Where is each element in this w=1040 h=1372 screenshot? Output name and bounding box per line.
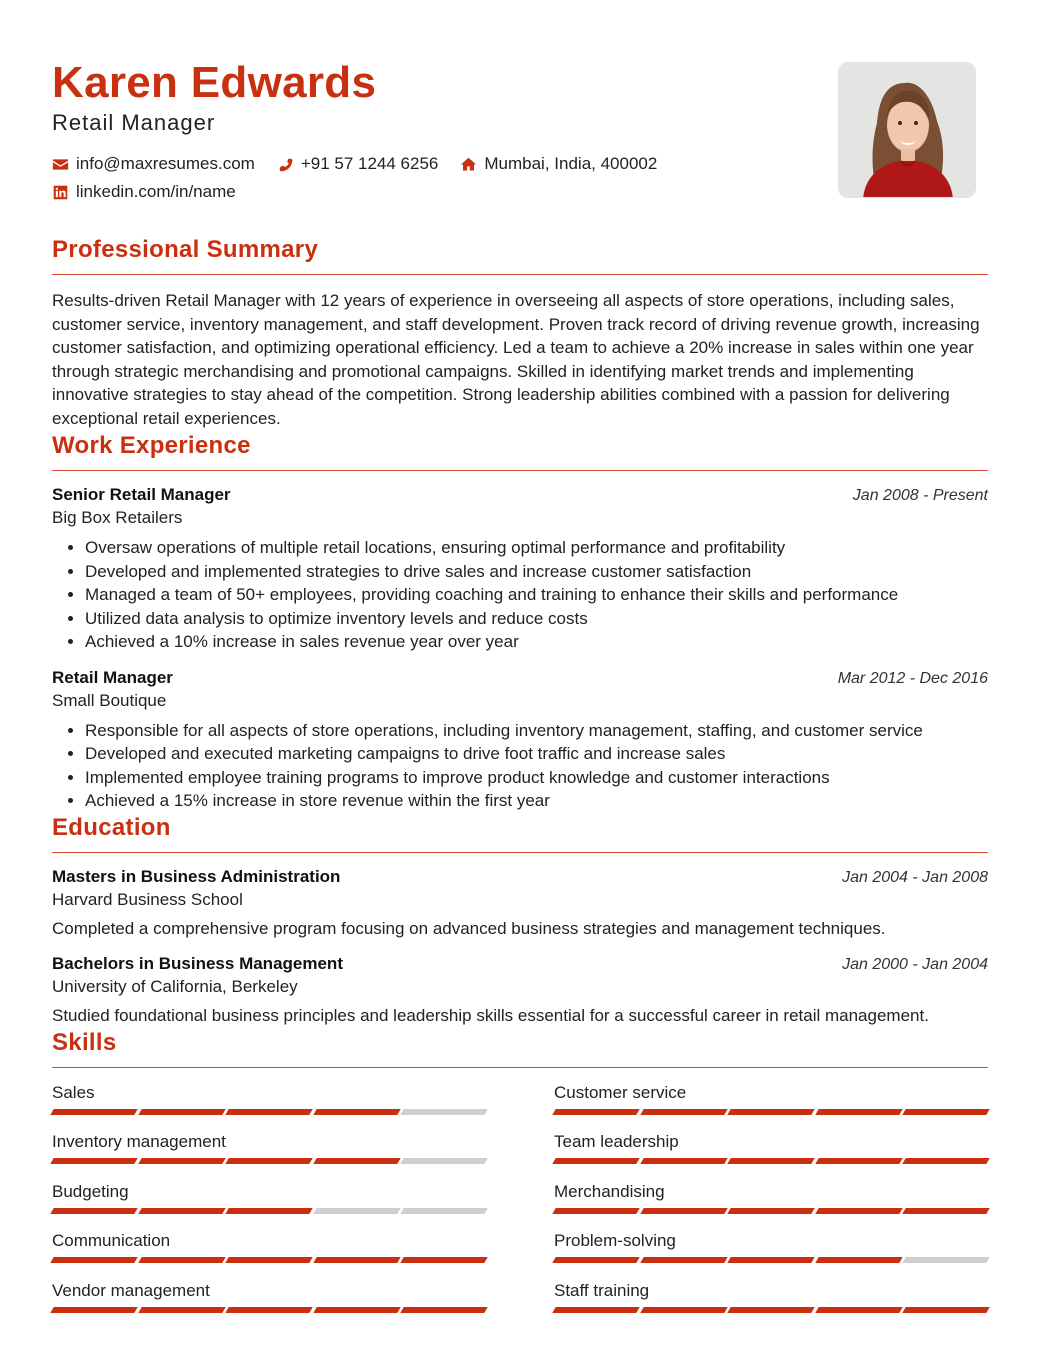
job-bullet: • Developed and implemented strategies to drive sales and increase customer satisfaction (85, 560, 988, 584)
contact-linkedin[interactable] (52, 182, 236, 202)
skill-item (52, 1082, 486, 1132)
skill-level-bar (52, 1109, 486, 1115)
skill-name: Vendor management (52, 1280, 210, 1300)
skill-level-segment (640, 1257, 727, 1263)
contact-email[interactable] (52, 154, 255, 174)
degree-title: Masters in Business Administration (52, 866, 341, 886)
linkedin-icon (52, 184, 69, 201)
skill-level-bar (52, 1158, 486, 1164)
job-bullet: • Oversaw operations of multiple retail locations, ensuring optimal performance and profitability (85, 536, 988, 560)
skill-name: Budgeting (52, 1181, 129, 1201)
skill-level-segment (727, 1208, 814, 1214)
skill-level-segment (815, 1158, 902, 1164)
skill-name: Team leadership (554, 1132, 679, 1152)
profile-photo (838, 62, 976, 198)
education-entry (52, 867, 988, 941)
skill-level-segment (727, 1158, 814, 1164)
skill-level-segment (727, 1109, 814, 1115)
skill-level-bar (52, 1208, 486, 1214)
job-company: Big Box Retailers (52, 508, 183, 527)
job-bullet: • Utilized data analysis to optimize inventory levels and reduce costs (85, 607, 988, 631)
jobs-list (52, 485, 988, 813)
skill-name: Problem-solving (554, 1231, 676, 1251)
skill-level-segment (552, 1158, 639, 1164)
skill-item (554, 1230, 988, 1280)
job-title: Retail Manager (52, 667, 173, 687)
skill-level-segment (552, 1307, 639, 1313)
skill-level-segment (640, 1109, 727, 1115)
skills-grid (52, 1082, 988, 1330)
skill-level-bar (52, 1257, 486, 1263)
skill-level-segment (552, 1208, 639, 1214)
skill-level-segment (313, 1257, 400, 1263)
skill-level-segment (313, 1109, 400, 1115)
skill-item (554, 1131, 988, 1181)
skill-level-segment (401, 1158, 488, 1164)
job-bullets (52, 536, 988, 654)
experience-heading: Work Experience (52, 432, 251, 459)
skill-level-segment (225, 1158, 312, 1164)
skill-item (52, 1230, 486, 1280)
education-date: Jan 2004 - Jan 2008 (842, 868, 988, 886)
skill-level-segment (138, 1208, 225, 1214)
skill-level-segment (401, 1307, 488, 1313)
experience-section (52, 431, 988, 813)
skill-level-segment (313, 1158, 400, 1164)
job-bullet: • Achieved a 10% increase in sales revenue year over year (85, 630, 988, 654)
education-header (52, 867, 988, 887)
section-divider (52, 470, 988, 471)
contact-location (460, 154, 657, 174)
skill-level-segment (225, 1307, 312, 1313)
skill-level-segment (903, 1208, 990, 1214)
skill-item (554, 1181, 988, 1231)
skill-level-bar (554, 1307, 988, 1313)
skills-section (52, 1028, 988, 1330)
location-text: Mumbai, India, 400002 (484, 154, 658, 173)
education-entry (52, 954, 988, 1028)
job-company: Small Boutique (52, 690, 167, 710)
skill-level-segment (903, 1257, 990, 1263)
skill-level-segment (401, 1208, 488, 1214)
skill-level-segment (138, 1307, 225, 1313)
job-bullet: • Responsible for all aspects of store operations, including inventory management, staffing, and customer service (85, 719, 988, 743)
skill-level-bar (52, 1307, 486, 1313)
education-heading: Education (52, 813, 171, 841)
section-divider (52, 852, 988, 853)
skill-level-segment (401, 1257, 488, 1263)
education-section (52, 813, 988, 1028)
job-entry (52, 668, 988, 813)
skill-level-segment (815, 1307, 902, 1313)
skill-level-segment (903, 1158, 990, 1164)
skill-level-segment (815, 1109, 902, 1115)
skill-level-segment (903, 1109, 990, 1115)
skill-level-bar (554, 1257, 988, 1263)
skill-level-segment (552, 1109, 639, 1115)
job-title: Senior Retail Manager (52, 485, 231, 504)
summary-text: Results-driven Retail Manager with 12 years of experience in overseeing all aspects of store operations, including sales, customer service, inventory management, and staff development. Proven track record of driving revenue growth, increasing customer satisfaction, and optimizing operational efficiency. Led a team to achieve a 20% increase in sales within one year through strategic merchandising and promotional campaigns. Skilled in identifying market trends and implementing innovative strategies to stay ahead of the competition. Strong leadership abilities combined with a passion for delivering exceptional retail experiences. (52, 291, 980, 428)
skill-level-segment (50, 1307, 137, 1313)
section-divider (52, 1067, 988, 1068)
job-entry (52, 485, 988, 654)
skill-level-segment (815, 1257, 902, 1263)
skill-level-bar (554, 1208, 988, 1214)
contact-phone[interactable] (277, 154, 439, 174)
skill-level-segment (50, 1109, 137, 1115)
section-divider (52, 274, 988, 275)
phone-text: +91 57 1244 6256 (300, 154, 439, 173)
summary-section (52, 235, 988, 430)
skill-level-segment (552, 1257, 639, 1263)
skill-level-segment (138, 1257, 225, 1263)
job-bullets (52, 719, 988, 813)
skill-level-segment (313, 1307, 400, 1313)
school-name: University of California, Berkeley (52, 977, 298, 996)
skill-level-segment (50, 1208, 137, 1214)
skill-level-segment (903, 1307, 990, 1313)
skill-level-segment (640, 1158, 727, 1164)
envelope-icon (52, 156, 69, 173)
job-date: Mar 2012 - Dec 2016 (837, 669, 988, 687)
home-icon (460, 156, 477, 173)
education-description: Completed a comprehensive program focusing on advanced business strategies and management techniques. (52, 918, 886, 938)
skills-heading: Skills (52, 1028, 117, 1056)
education-date: Jan 2000 - Jan 2004 (842, 956, 988, 973)
job-date: Jan 2008 - Present (852, 487, 988, 504)
skill-level-segment (727, 1257, 814, 1263)
job-bullet: • Developed and executed marketing campaigns to drive foot traffic and increase sales (85, 742, 988, 766)
job-bullet: • Achieved a 15% increase in store revenue within the first year (85, 789, 988, 813)
skill-item (52, 1131, 486, 1181)
skill-level-segment (640, 1307, 727, 1313)
skill-level-segment (138, 1109, 225, 1115)
skill-level-segment (401, 1109, 488, 1115)
skill-item (554, 1082, 988, 1132)
education-list (52, 867, 988, 1028)
skill-name: Customer service (554, 1082, 687, 1102)
resume-header (52, 58, 988, 208)
skill-level-segment (50, 1158, 137, 1164)
skill-level-bar (554, 1158, 988, 1164)
skill-level-segment (815, 1208, 902, 1214)
skill-name: Communication (52, 1231, 171, 1251)
skill-level-segment (225, 1257, 312, 1263)
phone-icon (277, 156, 294, 173)
skill-level-segment (50, 1257, 137, 1263)
job-bullet: • Managed a team of 50+ employees, providing coaching and training to enhance their skills and performance (85, 583, 988, 607)
skill-level-segment (640, 1208, 727, 1214)
skill-level-segment (313, 1208, 400, 1214)
email-text: info@maxresumes.com (76, 154, 255, 173)
skill-level-bar (554, 1109, 988, 1115)
education-header (52, 954, 988, 974)
job-header (52, 485, 988, 505)
skill-name: Staff training (554, 1280, 650, 1300)
skill-level-segment (727, 1307, 814, 1313)
candidate-name: Karen Edwards (52, 58, 377, 107)
skill-item (52, 1280, 486, 1330)
summary-heading: Professional Summary (52, 236, 319, 263)
skill-item (52, 1181, 486, 1231)
skill-level-segment (225, 1208, 312, 1214)
school-name: Harvard Business School (52, 889, 243, 909)
candidate-role: Retail Manager (52, 110, 216, 135)
degree-title: Bachelors in Business Management (52, 954, 343, 973)
skill-name: Merchandising (554, 1181, 665, 1201)
job-bullet: • Implemented employee training programs to improve product knowledge and customer interactions (85, 766, 988, 790)
job-header (52, 668, 988, 688)
skill-level-segment (225, 1109, 312, 1115)
resume-page (52, 58, 988, 1329)
skill-name: Sales (52, 1082, 95, 1102)
skill-name: Inventory management (52, 1132, 226, 1152)
education-description: Studied foundational business principles and leadership skills essential for a successful career in retail management. (52, 1006, 929, 1025)
linkedin-text: linkedin.com/in/name (76, 182, 236, 201)
skill-item (554, 1280, 988, 1330)
portrait-illustration (839, 63, 976, 198)
skill-level-segment (138, 1158, 225, 1164)
